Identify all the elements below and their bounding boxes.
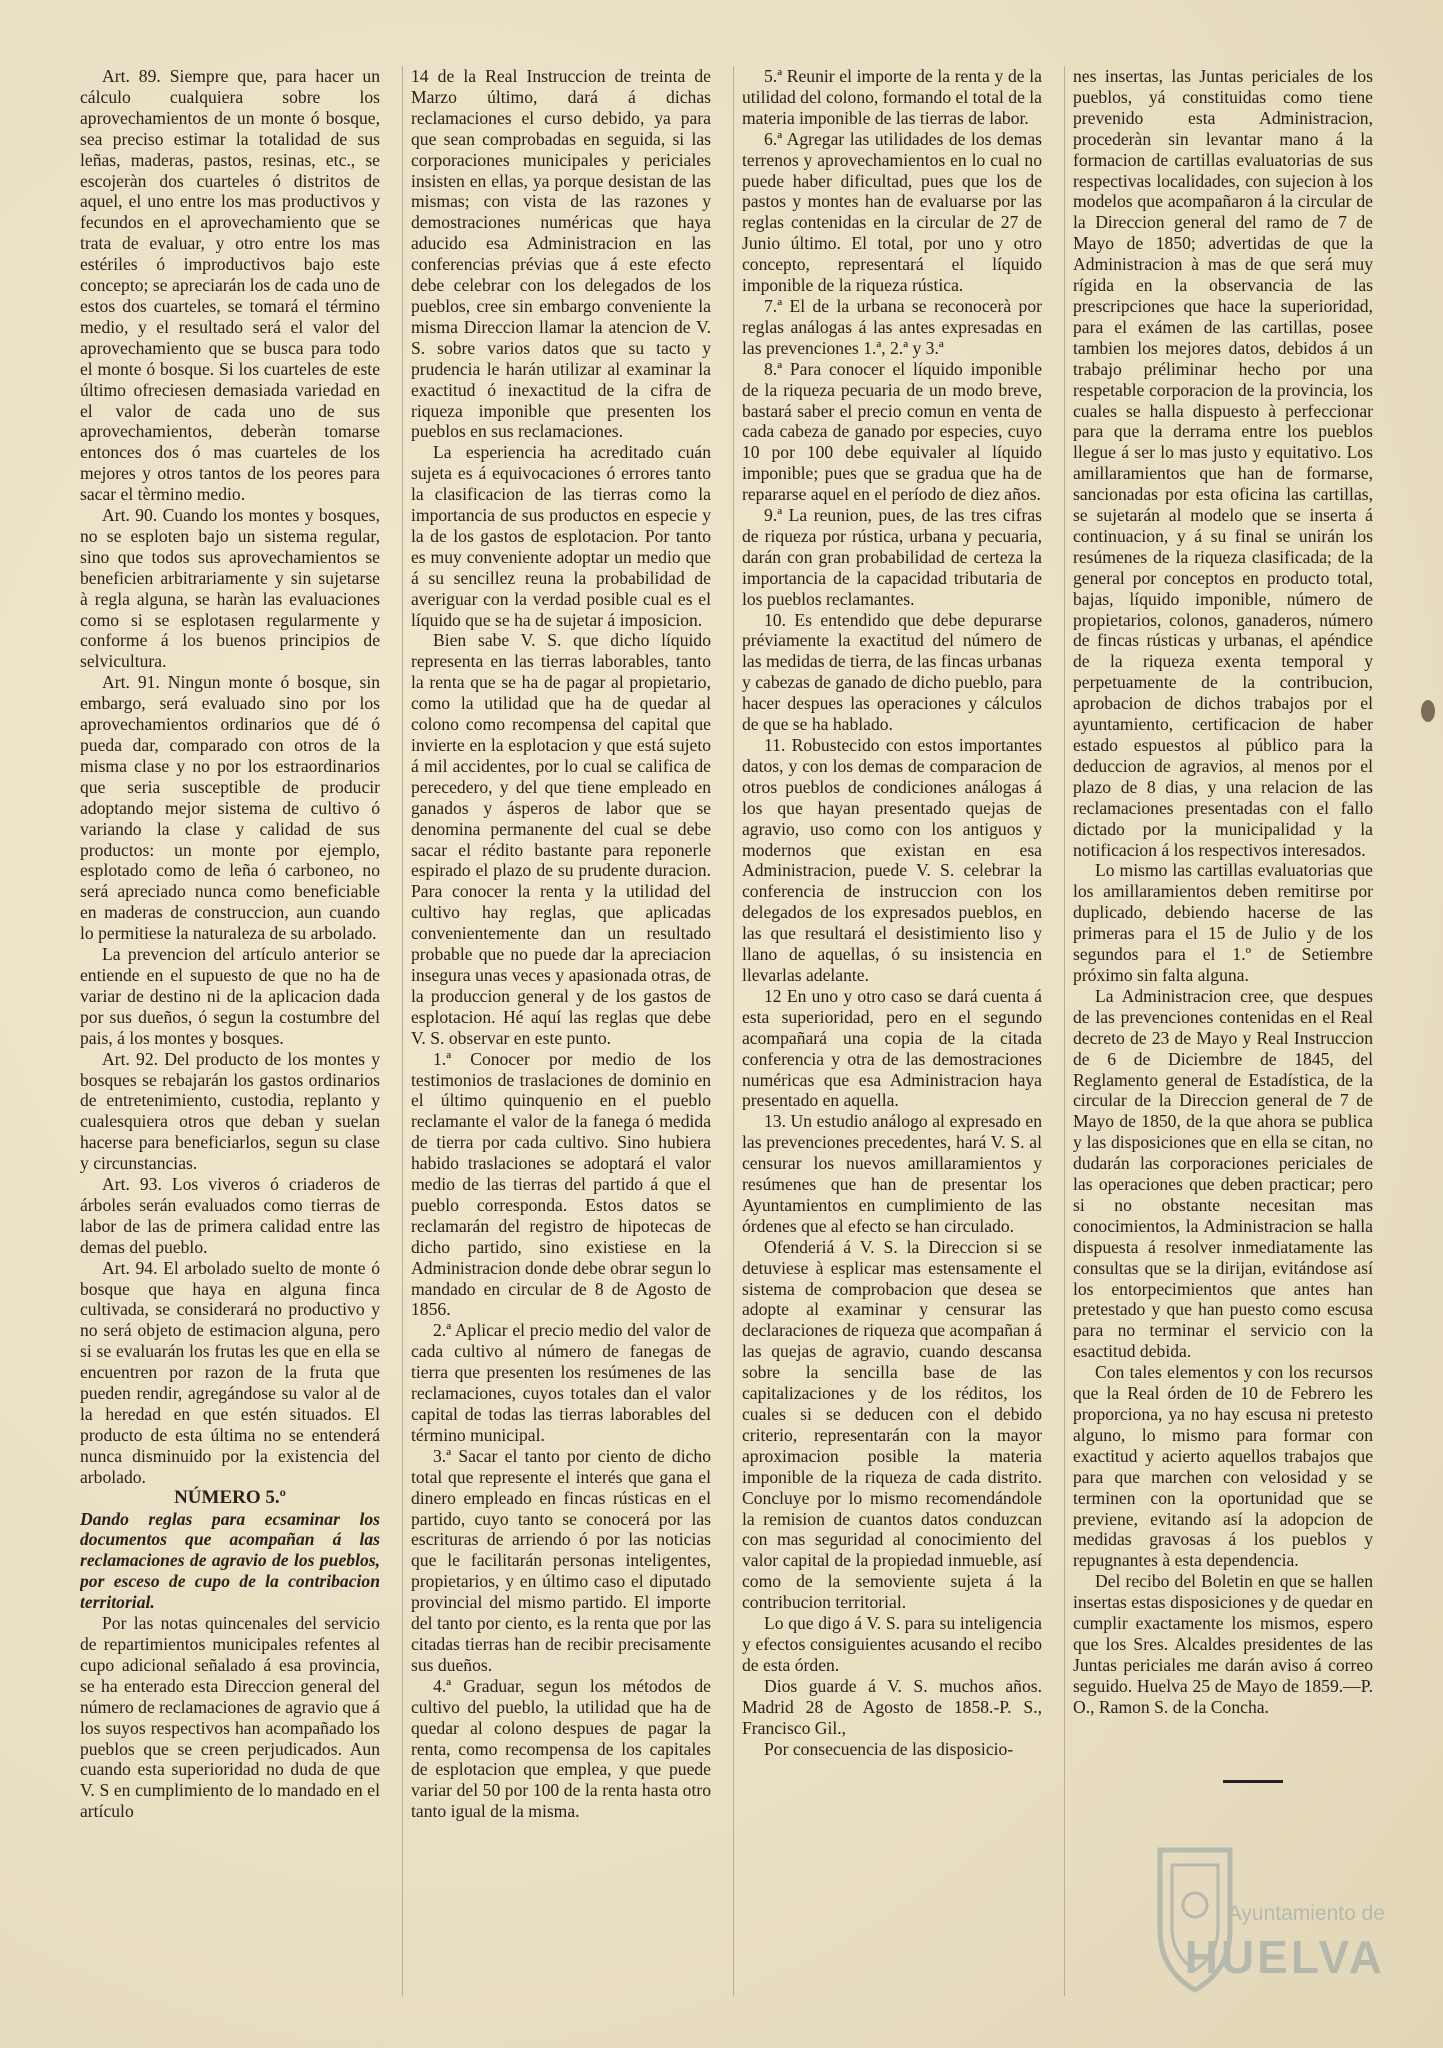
paragraph: 5.ª Reunir el importe de la renta y de la utilidad del colono, formando el total de la materia imponible de las tierras de labor.: [742, 66, 1042, 128]
paragraph: Lo que digo á V. S. para su inteligencia y efectos consiguientes acusando el recibo de esta órden.: [742, 1613, 1042, 1675]
paragraph: 6.ª Agregar las utilidades de los demas terrenos y aprovechamientos en lo cual no puede haber dificultad, pues que los de pastos y montes han de evaluarse por las reglas contenidas en la circular de 27 de Junio último. El total, por uno y otro concepto, representará el líquido imponible de la riqueza rústica.: [742, 128, 1042, 296]
ink-blot: [1421, 700, 1435, 722]
watermark: [1150, 1840, 1385, 2010]
paragraph: 2.ª Aplicar el precio medio del valor de cada cultivo al número de fanegas de tierra que presenten los resúmenes de las reclamaciones, cuyos totales dan el valor capital de todas las tierras laborables del término municipal.: [411, 1320, 711, 1445]
section-heading: NÚMERO 5.º: [174, 1486, 286, 1508]
paragraph: Ofenderiá á V. S. la Direccion si se detuviese à esplicar mas estensamente el sistema de comprobacion que desea se adopte al examinar y censurar las declaraciones de riqueza que acompañan á las quejas de agravio, cuando descansa sobre la sencilla base de las capitalizaciones y de los réditos, los cuales si se deducen con el debido criterio, representarán con la mayor aproximacion posible la materia imponible de la riqueza de cada distrito. Concluye por lo mismo recomendándole la remision de cuantos datos conduzcan con mas seguridad al conocimiento del valor capital de la propiedad inmueble, así como de la semoviente sujeta á la contribucion territorial.: [742, 1236, 1042, 1613]
paragraph: Art. 91. Ningun monte ó bosque, sin embargo, será evaluado sino por los aprovechamientos ordinarios que dé ó pueda dar, comparado con otros de la misma clase y no por los estraordinarios que seria susceptible de producir adoptando mejor sistema de cultivo ó variando la clase y calidad de sus productos: un monte por ejemplo, esplotado como de leña ó carboneo, no será apreciado nunca como beneficiable en maderas de construccion, aun cuando lo permitiese la naturaleza de su arbolado.: [80, 672, 380, 944]
paragraph: Dios guarde á V. S. muchos años. Madrid 28 de Agosto de 1858.-P. S., Francisco Gil.,: [742, 1675, 1042, 1738]
column-1: [80, 66, 380, 1996]
paragraph: Art. 93. Los viveros ó criaderos de árboles serán evaluados como tierras de labor de las de primera calidad entre las demas del pueblo.: [80, 1174, 380, 1257]
section-summary: Dando reglas para ecsaminar los documentos que acompañan á las reclamaciones de agravio de los pueblos, por esceso de cupo de la contribacion territorial.: [80, 1508, 380, 1613]
column-2: [402, 66, 711, 1996]
text-columns: [80, 66, 1403, 1996]
paragraph: 1.ª Conocer por medio de los testimonios de traslaciones de dominio en el último quinquenio en el pueblo reclamante el valor de la fanega ó medida de tierra por cada cultivo. Sino hubiera habido traslaciones se adoptará el valor medio de las tierras del partido á que el pueblo corresponda. Estos datos se reclamarán del registro de hipotecas de dicho partido, sino existiese en la Administracion donde debe obrar segun lo mandado en circular de 8 de Agosto de 1856.: [411, 1048, 711, 1320]
paragraph: Por consecuencia de las disposicio-: [764, 1738, 1014, 1759]
paragraph: 13. Un estudio análogo al expresado en las prevenciones precedentes, hará V. S. al censurar los nuevos amillaramientos y resúmenes que han de presentar los Ayuntamientos en cumplimiento de las órdenes que al efecto se han circulado.: [742, 1111, 1042, 1236]
paragraph: Art. 90. Cuando los montes y bosques, no se esploten bajo un sistema regular, sino que todos sus aprovechamientos se beneficien arbitrariamente y sin sujetarse à regla alguna, se haràn las evaluaciones como si se esplotasen regularmente y conforme á los buenos principios de selvicultura.: [80, 505, 380, 672]
paragraph: Lo mismo las cartillas evaluatorias que los amillaramientos deben remitirse por duplicado, debiendo hacerse de las primeras para el 15 de Julio y de los segundos para el 1.º de Setiembre próximo sin falta alguna.: [1073, 860, 1373, 985]
paragraph: Art. 92. Del producto de los montes y bosques se rebajarán los gastos ordinarios de entretenimiento, custodia, replanto y cualesquiera otros que deban y suelan hacerse para beneficiarlos, segun su clase y circunstancias.: [80, 1048, 380, 1174]
paragraph: La Administracion cree, que despues de las prevenciones contenidas en el Real decreto de 23 de Mayo y Real Instruccion de 6 de Diciembre de 1845, del Reglamento general de Estadística, de la circular de la Direccion general de 7 de Mayo de 1850, de la que ahora se publica y las disposiciones que en ella se citan, no dudarán las corporaciones periciales de las operaciones que deben practicar; pero si no obstante necesitan mas conocimientos, la Administracion se halla dispuesta á resolver inmediatamente las consultas que se la dirijan, evitándose así los entorpecimientos que antes han pretestado y que han puesto como escusa para no terminar el servicio con la esactitud debida.: [1073, 985, 1373, 1362]
paragraph: 8.ª Para conocer el líquido imponible de la riqueza pecuaria de un modo breve, bastará saber el precio comun en venta de cada cabeza de ganado por especies, cuyo 10 por 100 debe equivaler al líquido imponible; pues que se gradua que ha de repararse aquel en el período de diez años.: [742, 358, 1042, 505]
paragraph: 9.ª La reunion, pues, de las tres cifras de riqueza por rústica, urbana y pecuaria, darán con gran probabilidad de certeza la importancia de la capacidad tributaria de los pueblos reclamantes.: [742, 505, 1042, 609]
paragraph: Por las notas quincenales del servicio de repartimientos municipales refentes al cupo adicional señalado á esa provincia, se ha enterado esta Direccion general del número de reclamaciones de agravio que á los suyos respectivos han acompañado los pueblos que se creen perjudicados. Aun cuando esta superioridad no duda de que V. S en cumplimiento de lo mandado en el artículo: [80, 1613, 380, 1822]
column-4: [1064, 66, 1373, 1996]
paragraph: 4.ª Graduar, segun los métodos de cultivo del pueblo, la utilidad que ha de quedar al colono despues de pagar la renta, como recompensa de los capitales de esplotacion que emplea, y que puede variar del 50 por 100 de la renta hasta otro tanto igual de la misma.: [411, 1675, 711, 1822]
paragraph: Art. 89. Siempre que, para hacer un cálculo cualquiera sobre los aprovechamientos de un monte ó bosque, sea preciso estimar la totalidad de sus leñas, maderas, pastos, resinas, etc., se escojeràn dos cuarteles ó distritos de aquel, el uno entre los mas productivos y fecundos en el aprovechamiento que se trata de evaluar, y otro entre los mas estériles ó improductivos bajo este concepto; se apreciarán los de cada uno de estos dos cuarteles, se tomará el término medio, y el resultado será el valor del aprovechamiento que se busca para todo el monte ó bosque. Si los cuarteles de este último ofreciesen demasiada variedad en el valor de cada uno de sus aprovechamientos, deberàn tomarse entonces dos ó mas cuarteles de los mejores y otros tantos de los peores para sacar el tèrmino medio.: [80, 66, 380, 505]
paragraph: 10. Es entendido que debe depurarse préviamente la exactitud del número de las medidas de tierra, de las fincas urbanas y cabezas de ganado de dicho pueblo, para hacer despues las operaciones y cálculos de que se ha hablado.: [742, 609, 1042, 735]
paragraph: Del recibo del Boletin en que se hallen insertas estas disposiciones y de quedar en cumplir exactamente los mismos, espero que los Sres. Alcaldes presidentes de las Juntas periciales me darán aviso á correo seguido. Huelva 25 de Mayo de 1859.—P. O., Ramon S. de la Concha.: [1073, 1571, 1373, 1717]
paragraph: 11. Robustecido con estos importantes datos, y con los demas de comparacion de otros pueblos de condiciones análogas á los que hayan presentado quejas de agravio, uso como con los antiguos y modernos que existan en esa Administracion, puede V. S. celebrar la conferencia de instruccion con los delegados de los expresados pueblos, en las que resultará el desistimiento liso y llano de aquellas, ó su insistencia en llevarlas adelante.: [742, 735, 1042, 985]
closing-rule: [1223, 1780, 1283, 1783]
paragraph: 7.ª El de la urbana se reconocerà por reglas análogas á las antes expresadas en las prevenciones 1.ª, 2.ª y 3.ª: [742, 295, 1042, 358]
column-3: [733, 66, 1042, 1996]
paragraph: La prevencion del artículo anterior se entiende en el supuesto de que no ha de variar de destino ni de la aplicacion dada por sus dueños, ó segun la costumbre del pais, á los montes y bosques.: [80, 944, 380, 1048]
paragraph: 3.ª Sacar el tanto por ciento de dicho total que represente el interés que gana el dinero empleado en fincas rústicas en el partido, cuyo tanto se conocerá por las escrituras de arriendo ó por las noticias que le facilitarán personas inteligentes, propietarios, y en último caso el diputado provincial del mismo partido. El importe del tanto por ciento, es la renta que por las citadas tierras han de recibir precisamente sus dueños.: [411, 1445, 711, 1675]
paragraph: La esperiencia ha acreditado cuán sujeta es á equivocaciones ó errores tanto la clasificacion de las tierras como la importancia de sus productos en especie y la de los gastos de esplotacion. Por tanto es muy conveniente adoptar un medio que á su sencillez reuna la probabilidad de averiguar con la verdad posible cual es el líquido que se ha de sujetar á imposicion.: [411, 442, 711, 630]
paragraph: 14 de la Real Instruccion de treinta de Marzo último, dará á dichas reclamaciones el curso debido, ya para que sean comprobadas en seguida, si las corporaciones municipales y periciales insisten en ellas, ya porque desistan de las mismas; con vista de las razones y demostraciones numéricas que haya aducido esa Administracion en las conferencias prévias que á este efecto debe celebrar con los delegados de los pueblos, cree sin embargo conveniente la misma Direccion llamar la atencion de V. S. sobre varios datos que su tacto y prudencia le harán utilizar al examinar la exactitud ó inexactitud de la cifra de riqueza imponible que presenten los pueblos en sus reclamaciones.: [411, 66, 711, 442]
paragraph: 12 En uno y otro caso se dará cuenta á esta superioridad, pero en el segundo acompañará una copia de la citada conferencia y otra de las demostraciones numéricas que esa Administracion haya presentado en aquella.: [742, 985, 1042, 1111]
paragraph: nes insertas, las Juntas periciales de los pueblos, yá constituidas como tiene prevenido esta Administracion, procederàn sin levantar mano á la formacion de cartillas evaluatorias de sus respectivas localidades, con sujecion à los modelos que acompañaron á la circular de la Direccion general del ramo de 7 de Mayo de 1850; advertidas de que la Administracion à mas de que será muy rígida en la observancia de las prescripciones que hace la superioridad, para el exámen de las cartillas, posee tambien los mejores datos, debidos á un trabajo préliminar hecho por una respetable corporacion de la provincia, los cuales se halla dispuesto à perfeccionar para que la derrama entre los pueblos llegue á ser lo mas justo y equitativo. Los amillaramientos que han de formarse, sancionadas por esta oficina las cartillas, se sujetarán al modelo que se inserta á continuacion, y á su final se unirán los resúmenes de la riqueza clasificada; de la general por conceptos en producto total, bajas, líquido imponible, número de propietarios, colonos, ganaderos, número de fincas rústicas y urbanas, el apéndice de la riqueza exenta temporal y perpetuamente de la contribucion, aprobacion de dichos trabajos por el ayuntamiento, certificacion de haber estado espuestos al público para la deduccion de agravios, al menos por el plazo de 8 dias, y una relacion de las reclamaciones presentadas con el fallo dictado por la municipalidad y la notificacion á los respectivos interesados.: [1073, 66, 1373, 860]
watermark-line1: Ayuntamiento de: [1227, 1902, 1385, 1925]
watermark-line2: HUELVA: [1184, 1931, 1385, 1983]
paragraph: Art. 94. El arbolado suelto de monte ó bosque que haya en alguna finca cultivada, se considerará no productivo y no será objeto de estimacion alguna, pero si se evaluarán los frutas les que en ella se encuentren por razon de la fruta que pueden rendir, agregándose su valor al de la heredad en que estén situados. El producto de esta última no se entenderá nunca disminuido por la existencia del arbolado.: [80, 1257, 380, 1487]
paragraph: Bien sabe V. S. que dicho líquido representa en las tierras laborables, tanto la renta que se ha de pagar al propietario, como la utilidad que ha de quedar al colono como recompensa del capital que invierte en la esplotacion y que está sujeto á mil accidentes, por lo cual se califica de perecedero, y del que tiene empleado en ganados y ásperos de labor que se denomina permanente del cual se debe sacar el rédito bastante para reponerle espirado el plazo de su prudente duracion. Para conocer la renta y la utilidad del cultivo hay reglas, que aplicadas convenientemente dan un resultado probable que no puede dar la apreciacion insegura unas veces y apasionada otras, de la produccion general y de los gastos de esplotacion. Hé aquí las reglas que debe V. S. observar en este punto.: [411, 630, 711, 1048]
paragraph: Con tales elementos y con los recursos que la Real órden de 10 de Febrero les proporciona, ya no hay escusa ni pretesto alguno, lo mismo para formar con exactitud y acierto aquellos trabajos que para que marchen con velosidad y se terminen con la oportunidad que se previene, evitando así la adopcion de medidas gravosas á los pueblos y repugnantes à esta dependencia.: [1073, 1362, 1373, 1571]
